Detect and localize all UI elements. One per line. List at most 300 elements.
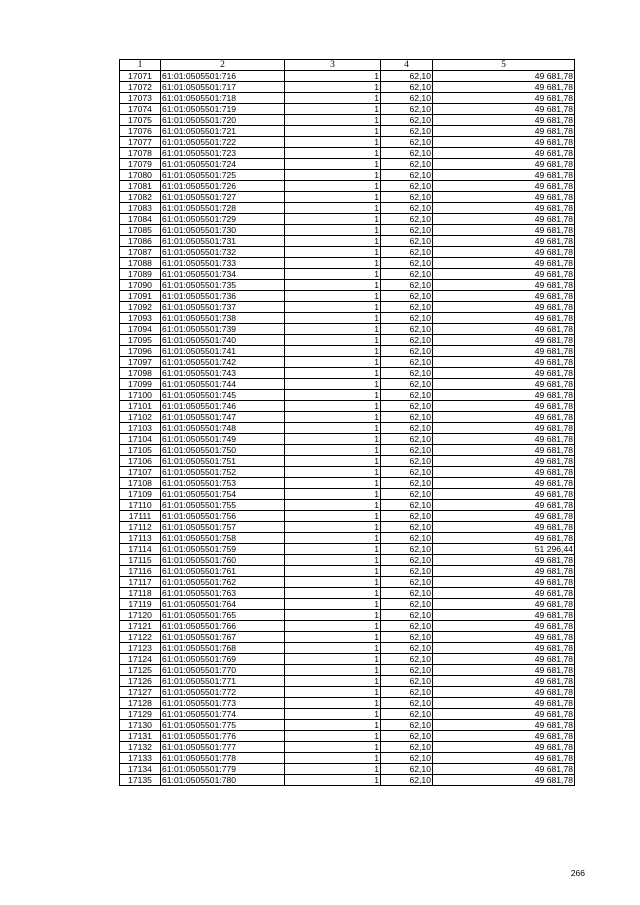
cadastral-number-cell: 61:01:0505501:761 [161,566,285,577]
cadastral-number-cell: 61:01:0505501:737 [161,302,285,313]
row-number-cell: 17114 [120,544,161,555]
table-row [120,599,575,610]
row-number-cell: 17094 [120,324,161,335]
quantity-cell: 1 [285,478,381,489]
row-number-cell: 17126 [120,676,161,687]
value-cell: 49 681,78 [433,291,575,302]
column-header-4: 4 [381,60,433,71]
cadastral-number-cell: 61:01:0505501:770 [161,665,285,676]
column-header-5: 5 [433,60,575,71]
area-cell: 62,10 [381,445,433,456]
quantity-cell: 1 [285,148,381,159]
quantity-cell: 1 [285,434,381,445]
row-number-cell: 17076 [120,126,161,137]
cadastral-number-cell: 61:01:0505501:726 [161,181,285,192]
table-row [120,423,575,434]
quantity-cell: 1 [285,687,381,698]
area-cell: 62,10 [381,643,433,654]
row-number-cell: 17091 [120,291,161,302]
quantity-cell: 1 [285,368,381,379]
row-number-cell: 17095 [120,335,161,346]
table-row [120,148,575,159]
area-cell: 62,10 [381,258,433,269]
quantity-cell: 1 [285,566,381,577]
cadastral-number-cell: 61:01:0505501:764 [161,599,285,610]
area-cell: 62,10 [381,313,433,324]
quantity-cell: 1 [285,346,381,357]
row-number-cell: 17081 [120,181,161,192]
value-cell: 49 681,78 [433,489,575,500]
row-number-cell: 17131 [120,731,161,742]
cadastral-number-cell: 61:01:0505501:753 [161,478,285,489]
row-number-cell: 17135 [120,775,161,786]
table-row [120,566,575,577]
row-number-cell: 17087 [120,247,161,258]
area-cell: 62,10 [381,555,433,566]
value-cell: 49 681,78 [433,500,575,511]
cadastral-number-cell: 61:01:0505501:734 [161,269,285,280]
area-cell: 62,10 [381,621,433,632]
row-number-cell: 17083 [120,203,161,214]
cadastral-number-cell: 61:01:0505501:775 [161,720,285,731]
value-cell: 49 681,78 [433,731,575,742]
row-number-cell: 17105 [120,445,161,456]
cadastral-number-cell: 61:01:0505501:750 [161,445,285,456]
row-number-cell: 17128 [120,698,161,709]
cadastral-number-cell: 61:01:0505501:741 [161,346,285,357]
cadastral-number-cell: 61:01:0505501:773 [161,698,285,709]
area-cell: 62,10 [381,280,433,291]
value-cell: 49 681,78 [433,335,575,346]
row-number-cell: 17073 [120,93,161,104]
quantity-cell: 1 [285,731,381,742]
cadastral-number-cell: 61:01:0505501:756 [161,511,285,522]
table-row [120,500,575,511]
table-header-row [120,60,575,71]
row-number-cell: 17099 [120,379,161,390]
cadastral-number-cell: 61:01:0505501:767 [161,632,285,643]
cadastral-number-cell: 61:01:0505501:721 [161,126,285,137]
row-number-cell: 17082 [120,192,161,203]
table-row [120,753,575,764]
table-row [120,401,575,412]
table-row [120,698,575,709]
table-row [120,258,575,269]
value-cell: 49 681,78 [433,665,575,676]
cadastral-number-cell: 61:01:0505501:752 [161,467,285,478]
quantity-cell: 1 [285,555,381,566]
row-number-cell: 17133 [120,753,161,764]
quantity-cell: 1 [285,302,381,313]
area-cell: 62,10 [381,742,433,753]
value-cell: 49 681,78 [433,577,575,588]
value-cell: 49 681,78 [433,346,575,357]
quantity-cell: 1 [285,621,381,632]
value-cell: 49 681,78 [433,764,575,775]
area-cell: 62,10 [381,291,433,302]
quantity-cell: 1 [285,159,381,170]
value-cell: 49 681,78 [433,192,575,203]
value-cell: 49 681,78 [433,313,575,324]
cadastral-number-cell: 61:01:0505501:744 [161,379,285,390]
table-row [120,82,575,93]
quantity-cell: 1 [285,412,381,423]
value-cell: 49 681,78 [433,709,575,720]
area-cell: 62,10 [381,566,433,577]
table-row [120,742,575,753]
area-cell: 62,10 [381,632,433,643]
cadastral-number-cell: 61:01:0505501:771 [161,676,285,687]
area-cell: 62,10 [381,720,433,731]
value-cell: 49 681,78 [433,137,575,148]
cadastral-number-cell: 61:01:0505501:740 [161,335,285,346]
table-row [120,478,575,489]
value-cell: 49 681,78 [433,610,575,621]
value-cell: 51 296,44 [433,544,575,555]
table-row [120,313,575,324]
row-number-cell: 17108 [120,478,161,489]
cadastral-number-cell: 61:01:0505501:777 [161,742,285,753]
value-cell: 49 681,78 [433,401,575,412]
cadastral-number-cell: 61:01:0505501:766 [161,621,285,632]
quantity-cell: 1 [285,258,381,269]
cadastral-number-cell: 61:01:0505501:762 [161,577,285,588]
registry-table [119,59,575,786]
cadastral-number-cell: 61:01:0505501:759 [161,544,285,555]
cadastral-number-cell: 61:01:0505501:769 [161,654,285,665]
table-row [120,225,575,236]
area-cell: 62,10 [381,148,433,159]
area-cell: 62,10 [381,203,433,214]
area-cell: 62,10 [381,181,433,192]
table-row [120,621,575,632]
quantity-cell: 1 [285,522,381,533]
area-cell: 62,10 [381,456,433,467]
row-number-cell: 17101 [120,401,161,412]
area-cell: 62,10 [381,467,433,478]
row-number-cell: 17100 [120,390,161,401]
value-cell: 49 681,78 [433,423,575,434]
row-number-cell: 17118 [120,588,161,599]
area-cell: 62,10 [381,104,433,115]
value-cell: 49 681,78 [433,522,575,533]
area-cell: 62,10 [381,302,433,313]
table-row [120,324,575,335]
quantity-cell: 1 [285,192,381,203]
table-row [120,544,575,555]
area-cell: 62,10 [381,137,433,148]
row-number-cell: 17127 [120,687,161,698]
cadastral-number-cell: 61:01:0505501:738 [161,313,285,324]
quantity-cell: 1 [285,467,381,478]
row-number-cell: 17116 [120,566,161,577]
area-cell: 62,10 [381,93,433,104]
quantity-cell: 1 [285,676,381,687]
area-cell: 62,10 [381,368,433,379]
quantity-cell: 1 [285,236,381,247]
column-header-3: 3 [285,60,381,71]
area-cell: 62,10 [381,775,433,786]
row-number-cell: 17129 [120,709,161,720]
area-cell: 62,10 [381,192,433,203]
area-cell: 62,10 [381,423,433,434]
cadastral-number-cell: 61:01:0505501:765 [161,610,285,621]
area-cell: 62,10 [381,115,433,126]
table-row [120,676,575,687]
value-cell: 49 681,78 [433,269,575,280]
value-cell: 49 681,78 [433,93,575,104]
row-number-cell: 17104 [120,434,161,445]
table-row [120,610,575,621]
cadastral-number-cell: 61:01:0505501:749 [161,434,285,445]
area-cell: 62,10 [381,731,433,742]
area-cell: 62,10 [381,434,433,445]
area-cell: 62,10 [381,412,433,423]
quantity-cell: 1 [285,599,381,610]
table-row [120,93,575,104]
area-cell: 62,10 [381,214,433,225]
quantity-cell: 1 [285,82,381,93]
cadastral-number-cell: 61:01:0505501:730 [161,225,285,236]
cadastral-number-cell: 61:01:0505501:733 [161,258,285,269]
row-number-cell: 17130 [120,720,161,731]
table-row [120,379,575,390]
table-row [120,291,575,302]
value-cell: 49 681,78 [433,214,575,225]
value-cell: 49 681,78 [433,390,575,401]
row-number-cell: 17123 [120,643,161,654]
cadastral-number-cell: 61:01:0505501:724 [161,159,285,170]
cadastral-number-cell: 61:01:0505501:755 [161,500,285,511]
quantity-cell: 1 [285,445,381,456]
quantity-cell: 1 [285,203,381,214]
quantity-cell: 1 [285,764,381,775]
row-number-cell: 17098 [120,368,161,379]
row-number-cell: 17117 [120,577,161,588]
value-cell: 49 681,78 [433,511,575,522]
row-number-cell: 17096 [120,346,161,357]
table-row [120,280,575,291]
row-number-cell: 17132 [120,742,161,753]
cadastral-number-cell: 61:01:0505501:760 [161,555,285,566]
value-cell: 49 681,78 [433,236,575,247]
table-row [120,390,575,401]
value-cell: 49 681,78 [433,170,575,181]
row-number-cell: 17103 [120,423,161,434]
row-number-cell: 17120 [120,610,161,621]
table-row [120,643,575,654]
row-number-cell: 17119 [120,599,161,610]
quantity-cell: 1 [285,456,381,467]
area-cell: 62,10 [381,401,433,412]
table-row [120,489,575,500]
cadastral-number-cell: 61:01:0505501:758 [161,533,285,544]
table-row [120,346,575,357]
area-cell: 62,10 [381,335,433,346]
area-cell: 62,10 [381,544,433,555]
table-row [120,445,575,456]
cadastral-number-cell: 61:01:0505501:720 [161,115,285,126]
row-number-cell: 17106 [120,456,161,467]
quantity-cell: 1 [285,643,381,654]
quantity-cell: 1 [285,225,381,236]
row-number-cell: 17075 [120,115,161,126]
quantity-cell: 1 [285,511,381,522]
row-number-cell: 17085 [120,225,161,236]
area-cell: 62,10 [381,533,433,544]
quantity-cell: 1 [285,742,381,753]
area-cell: 62,10 [381,247,433,258]
table-row [120,203,575,214]
table-row [120,588,575,599]
value-cell: 49 681,78 [433,258,575,269]
cadastral-number-cell: 61:01:0505501:719 [161,104,285,115]
row-number-cell: 17107 [120,467,161,478]
table-row [120,71,575,82]
table-row [120,775,575,786]
area-cell: 62,10 [381,346,433,357]
value-cell: 49 681,78 [433,676,575,687]
quantity-cell: 1 [285,181,381,192]
value-cell: 49 681,78 [433,533,575,544]
area-cell: 62,10 [381,588,433,599]
cadastral-number-cell: 61:01:0505501:772 [161,687,285,698]
value-cell: 49 681,78 [433,115,575,126]
area-cell: 62,10 [381,753,433,764]
table-row [120,181,575,192]
table-row [120,720,575,731]
row-number-cell: 17109 [120,489,161,500]
table-row [120,731,575,742]
row-number-cell: 17097 [120,357,161,368]
quantity-cell: 1 [285,379,381,390]
quantity-cell: 1 [285,269,381,280]
row-number-cell: 17084 [120,214,161,225]
cadastral-number-cell: 61:01:0505501:757 [161,522,285,533]
cadastral-number-cell: 61:01:0505501:723 [161,148,285,159]
quantity-cell: 1 [285,698,381,709]
table-row [120,368,575,379]
table-row [120,522,575,533]
quantity-cell: 1 [285,390,381,401]
value-cell: 49 681,78 [433,566,575,577]
quantity-cell: 1 [285,71,381,82]
table-row [120,533,575,544]
area-cell: 62,10 [381,522,433,533]
table-row [120,555,575,566]
area-cell: 62,10 [381,478,433,489]
cadastral-number-cell: 61:01:0505501:774 [161,709,285,720]
quantity-cell: 1 [285,720,381,731]
table-body [120,71,575,786]
row-number-cell: 17089 [120,269,161,280]
area-cell: 62,10 [381,489,433,500]
cadastral-number-cell: 61:01:0505501:763 [161,588,285,599]
quantity-cell: 1 [285,401,381,412]
area-cell: 62,10 [381,698,433,709]
cadastral-number-cell: 61:01:0505501:742 [161,357,285,368]
value-cell: 49 681,78 [433,621,575,632]
area-cell: 62,10 [381,170,433,181]
table-row [120,687,575,698]
value-cell: 49 681,78 [433,104,575,115]
row-number-cell: 17074 [120,104,161,115]
area-cell: 62,10 [381,577,433,588]
table-row [120,654,575,665]
row-number-cell: 17110 [120,500,161,511]
quantity-cell: 1 [285,423,381,434]
table-row [120,357,575,368]
row-number-cell: 17071 [120,71,161,82]
quantity-cell: 1 [285,126,381,137]
row-number-cell: 17080 [120,170,161,181]
value-cell: 49 681,78 [433,434,575,445]
table-row [120,764,575,775]
quantity-cell: 1 [285,610,381,621]
value-cell: 49 681,78 [433,181,575,192]
table-row [120,434,575,445]
value-cell: 49 681,78 [433,654,575,665]
value-cell: 49 681,78 [433,698,575,709]
area-cell: 62,10 [381,159,433,170]
quantity-cell: 1 [285,214,381,225]
area-cell: 62,10 [381,324,433,335]
row-number-cell: 17088 [120,258,161,269]
cadastral-number-cell: 61:01:0505501:739 [161,324,285,335]
quantity-cell: 1 [285,335,381,346]
value-cell: 49 681,78 [433,203,575,214]
value-cell: 49 681,78 [433,357,575,368]
quantity-cell: 1 [285,588,381,599]
quantity-cell: 1 [285,533,381,544]
quantity-cell: 1 [285,632,381,643]
area-cell: 62,10 [381,225,433,236]
cadastral-number-cell: 61:01:0505501:748 [161,423,285,434]
cadastral-number-cell: 61:01:0505501:779 [161,764,285,775]
value-cell: 49 681,78 [433,599,575,610]
value-cell: 49 681,78 [433,82,575,93]
area-cell: 62,10 [381,610,433,621]
value-cell: 49 681,78 [433,324,575,335]
cadastral-number-cell: 61:01:0505501:778 [161,753,285,764]
column-header-1: 1 [120,60,161,71]
table-row [120,269,575,280]
cadastral-number-cell: 61:01:0505501:746 [161,401,285,412]
table-row [120,137,575,148]
value-cell: 49 681,78 [433,126,575,137]
table-row [120,159,575,170]
table-row [120,335,575,346]
value-cell: 49 681,78 [433,225,575,236]
cadastral-number-cell: 61:01:0505501:735 [161,280,285,291]
cadastral-number-cell: 61:01:0505501:728 [161,203,285,214]
quantity-cell: 1 [285,115,381,126]
row-number-cell: 17078 [120,148,161,159]
area-cell: 62,10 [381,82,433,93]
quantity-cell: 1 [285,104,381,115]
table-row [120,456,575,467]
row-number-cell: 17079 [120,159,161,170]
value-cell: 49 681,78 [433,632,575,643]
value-cell: 49 681,78 [433,720,575,731]
area-cell: 62,10 [381,236,433,247]
cadastral-number-cell: 61:01:0505501:717 [161,82,285,93]
page-number: 266 [570,868,585,878]
area-cell: 62,10 [381,71,433,82]
area-cell: 62,10 [381,764,433,775]
row-number-cell: 17125 [120,665,161,676]
table-row [120,511,575,522]
